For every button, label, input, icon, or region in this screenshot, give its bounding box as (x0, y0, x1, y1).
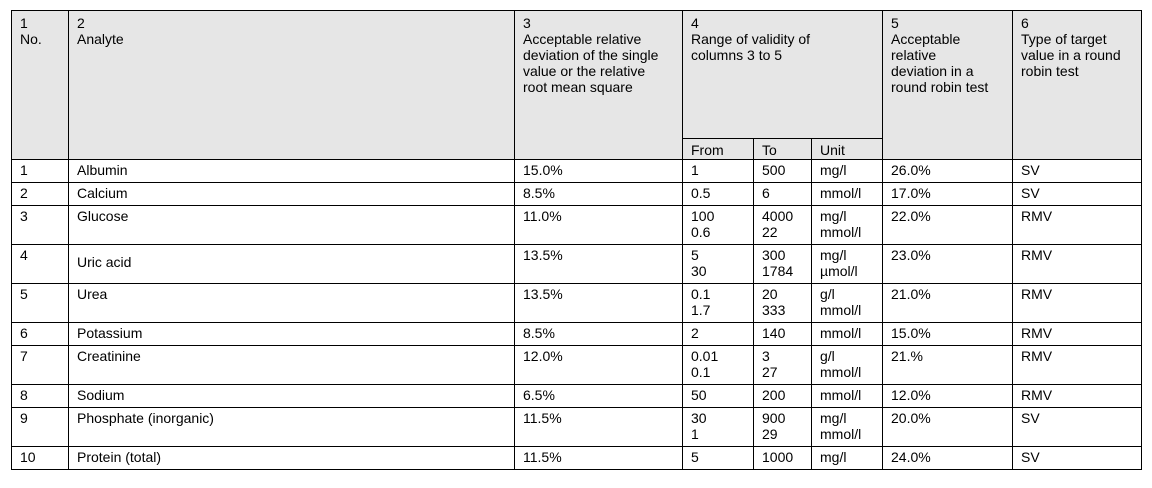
header-no-label: No. (20, 31, 42, 47)
header-target-value-type (1013, 11, 1142, 160)
range-to (754, 346, 812, 385)
range-unit-value: mmol/l (820, 426, 862, 442)
analyte-name: Calcium (69, 183, 515, 206)
relative-deviation: 15.0% (515, 160, 683, 183)
header-to: To (754, 139, 812, 160)
range-to-value: 27 (762, 364, 778, 380)
target-value-type: SV (1013, 408, 1142, 447)
target-value-type: RMV (1013, 385, 1142, 408)
range-to (754, 206, 812, 245)
range-to-value: 22 (762, 224, 778, 240)
row-number: 9 (12, 408, 69, 447)
round-robin-deviation: 22.0% (883, 206, 1013, 245)
range-from-value: 5 (691, 247, 699, 263)
row-number: 10 (12, 447, 69, 470)
header-relative-deviation-line: Acceptable relative (523, 31, 642, 47)
range-from (683, 245, 754, 284)
range-unit (812, 284, 883, 323)
range-from-value: 1 (691, 426, 699, 442)
header-row (12, 11, 1142, 139)
header-round-robin-deviation-line: Acceptable (891, 31, 961, 47)
range-unit-value: mmol/l (820, 302, 862, 318)
header-round-robin-deviation-line: round robin test (891, 79, 989, 95)
range-to-value: 300 (762, 247, 786, 263)
row-number: 3 (12, 206, 69, 245)
relative-deviation: 8.5% (515, 323, 683, 346)
relative-deviation: 12.0% (515, 346, 683, 385)
header-relative-deviation (515, 11, 683, 160)
range-to-value: 3 (762, 348, 770, 364)
header-round-robin-deviation-line: deviation in a (891, 63, 974, 79)
range-unit (812, 183, 883, 206)
range-from (683, 447, 754, 470)
round-robin-deviation: 20.0% (883, 408, 1013, 447)
analyte-name: Albumin (69, 160, 515, 183)
range-to (754, 385, 812, 408)
round-robin-deviation: 12.0% (883, 385, 1013, 408)
header-analyte (69, 11, 515, 160)
range-from-value: 1.7 (691, 302, 711, 318)
relative-deviation: 8.5% (515, 183, 683, 206)
relative-deviation: 13.5% (515, 245, 683, 284)
table-row (12, 206, 1142, 245)
header-target-value-type-number: 6 (1021, 15, 1029, 31)
relative-deviation: 13.5% (515, 284, 683, 323)
range-unit-value: mmol/l (820, 387, 862, 403)
range-to-value: 200 (762, 387, 786, 403)
analyte-name: Urea (69, 284, 515, 323)
header-analyte-label: Analyte (77, 31, 124, 47)
header-no-number: 1 (20, 15, 28, 31)
range-unit-value: µmol/l (820, 263, 858, 279)
range-from-value: 0.1 (691, 364, 711, 380)
analyte-name: Glucose (69, 206, 515, 245)
range-unit (812, 346, 883, 385)
header-target-value-type-line: value in a round (1021, 47, 1121, 63)
range-unit (812, 447, 883, 470)
table-row (12, 346, 1142, 385)
range-from-value: 0.1 (691, 286, 711, 302)
range-to (754, 447, 812, 470)
round-robin-deviation: 23.0% (883, 245, 1013, 284)
header-round-robin-deviation-line: relative (891, 47, 937, 63)
round-robin-deviation: 17.0% (883, 183, 1013, 206)
range-from-value: 0.01 (691, 348, 719, 364)
range-to (754, 408, 812, 447)
range-unit-value: mmol/l (820, 185, 862, 201)
table-row (12, 245, 1142, 284)
range-from-value: 5 (691, 449, 699, 465)
range-from (683, 284, 754, 323)
range-from (683, 346, 754, 385)
header-relative-deviation-number: 3 (523, 15, 531, 31)
header-no (12, 11, 69, 160)
range-to-value: 4000 (762, 208, 794, 224)
row-number: 8 (12, 385, 69, 408)
range-to (754, 323, 812, 346)
header-range-number: 4 (691, 15, 699, 31)
analyte-name: Protein (total) (69, 447, 515, 470)
relative-deviation: 11.5% (515, 408, 683, 447)
header-target-value-type-line: robin test (1021, 63, 1079, 79)
range-to-value: 140 (762, 325, 786, 341)
range-from-value: 100 (691, 208, 715, 224)
target-value-type: RMV (1013, 245, 1142, 284)
row-number: 6 (12, 323, 69, 346)
row-number: 7 (12, 346, 69, 385)
range-unit-value: g/l (820, 348, 835, 364)
target-value-type: RMV (1013, 206, 1142, 245)
range-unit (812, 323, 883, 346)
range-from (683, 160, 754, 183)
range-to (754, 284, 812, 323)
range-to-value: 333 (762, 302, 786, 318)
range-from (683, 408, 754, 447)
table-row (12, 183, 1142, 206)
round-robin-deviation: 15.0% (883, 323, 1013, 346)
range-unit (812, 385, 883, 408)
analyte-name (69, 245, 515, 284)
row-number: 1 (12, 160, 69, 183)
row-number: 5 (12, 284, 69, 323)
range-from-value: 50 (691, 387, 707, 403)
range-from-value: 30 (691, 410, 707, 426)
round-robin-deviation: 21.0% (883, 284, 1013, 323)
range-from-value: 2 (691, 325, 699, 341)
range-unit-value: mg/l (820, 208, 847, 224)
round-robin-deviation: 21.% (883, 346, 1013, 385)
target-value-type: SV (1013, 160, 1142, 183)
header-relative-deviation-line: deviation of the single (523, 47, 659, 63)
target-value-type: RMV (1013, 323, 1142, 346)
range-to-value: 29 (762, 426, 778, 442)
range-unit (812, 245, 883, 284)
range-unit (812, 206, 883, 245)
analyte-deviation-table (11, 10, 1142, 470)
table-row (12, 408, 1142, 447)
header-range-of-validity (683, 11, 883, 139)
row-number: 2 (12, 183, 69, 206)
range-to-value: 20 (762, 286, 778, 302)
header-range-line: columns 3 to 5 (691, 47, 783, 63)
header-relative-deviation-line: root mean square (523, 79, 633, 95)
range-unit-value: mg/l (820, 162, 847, 178)
target-value-type: SV (1013, 183, 1142, 206)
relative-deviation: 11.0% (515, 206, 683, 245)
range-from (683, 206, 754, 245)
analyte-name: Phosphate (inorganic) (69, 408, 515, 447)
table-row (12, 323, 1142, 346)
relative-deviation: 11.5% (515, 447, 683, 470)
header-analyte-number: 2 (77, 15, 85, 31)
range-unit-value: mmol/l (820, 364, 862, 380)
range-to-value: 1784 (762, 263, 794, 279)
target-value-type: RMV (1013, 284, 1142, 323)
analyte-name: Creatinine (69, 346, 515, 385)
range-unit-value: mmol/l (820, 325, 862, 341)
range-from-value: 1 (691, 162, 699, 178)
range-unit-value: mg/l (820, 410, 847, 426)
range-unit-value: g/l (820, 286, 835, 302)
table-row (12, 385, 1142, 408)
range-unit-value: mg/l (820, 449, 847, 465)
range-to-value: 6 (762, 185, 770, 201)
range-from (683, 385, 754, 408)
table-row (12, 284, 1142, 323)
relative-deviation: 6.5% (515, 385, 683, 408)
range-unit-value: mmol/l (820, 224, 862, 240)
range-unit-value: mg/l (820, 247, 847, 263)
header-unit: Unit (812, 139, 883, 160)
range-from-value: 30 (691, 263, 707, 279)
header-from: From (683, 139, 754, 160)
range-from-value: 0.5 (691, 185, 711, 201)
analyte-name: Sodium (69, 385, 515, 408)
range-to-value: 500 (762, 162, 786, 178)
table-row (12, 447, 1142, 470)
range-to (754, 245, 812, 284)
header-range-line: Range of validity of (691, 31, 811, 47)
target-value-type: SV (1013, 447, 1142, 470)
analyte-name-text: Uric acid (77, 254, 132, 270)
header-target-value-type-line: Type of target (1021, 31, 1107, 47)
analyte-name: Potassium (69, 323, 515, 346)
round-robin-deviation: 26.0% (883, 160, 1013, 183)
round-robin-deviation: 24.0% (883, 447, 1013, 470)
header-round-robin-deviation (883, 11, 1013, 160)
header-round-robin-deviation-number: 5 (891, 15, 899, 31)
header-relative-deviation-line: value or the relative (523, 63, 646, 79)
table-row (12, 160, 1142, 183)
range-from (683, 323, 754, 346)
range-to (754, 183, 812, 206)
range-to (754, 160, 812, 183)
row-number: 4 (12, 245, 69, 284)
range-unit (812, 160, 883, 183)
range-to-value: 1000 (762, 449, 794, 465)
range-from-value: 0.6 (691, 224, 711, 240)
range-to-value: 900 (762, 410, 786, 426)
range-unit (812, 408, 883, 447)
range-from (683, 183, 754, 206)
target-value-type: RMV (1013, 346, 1142, 385)
